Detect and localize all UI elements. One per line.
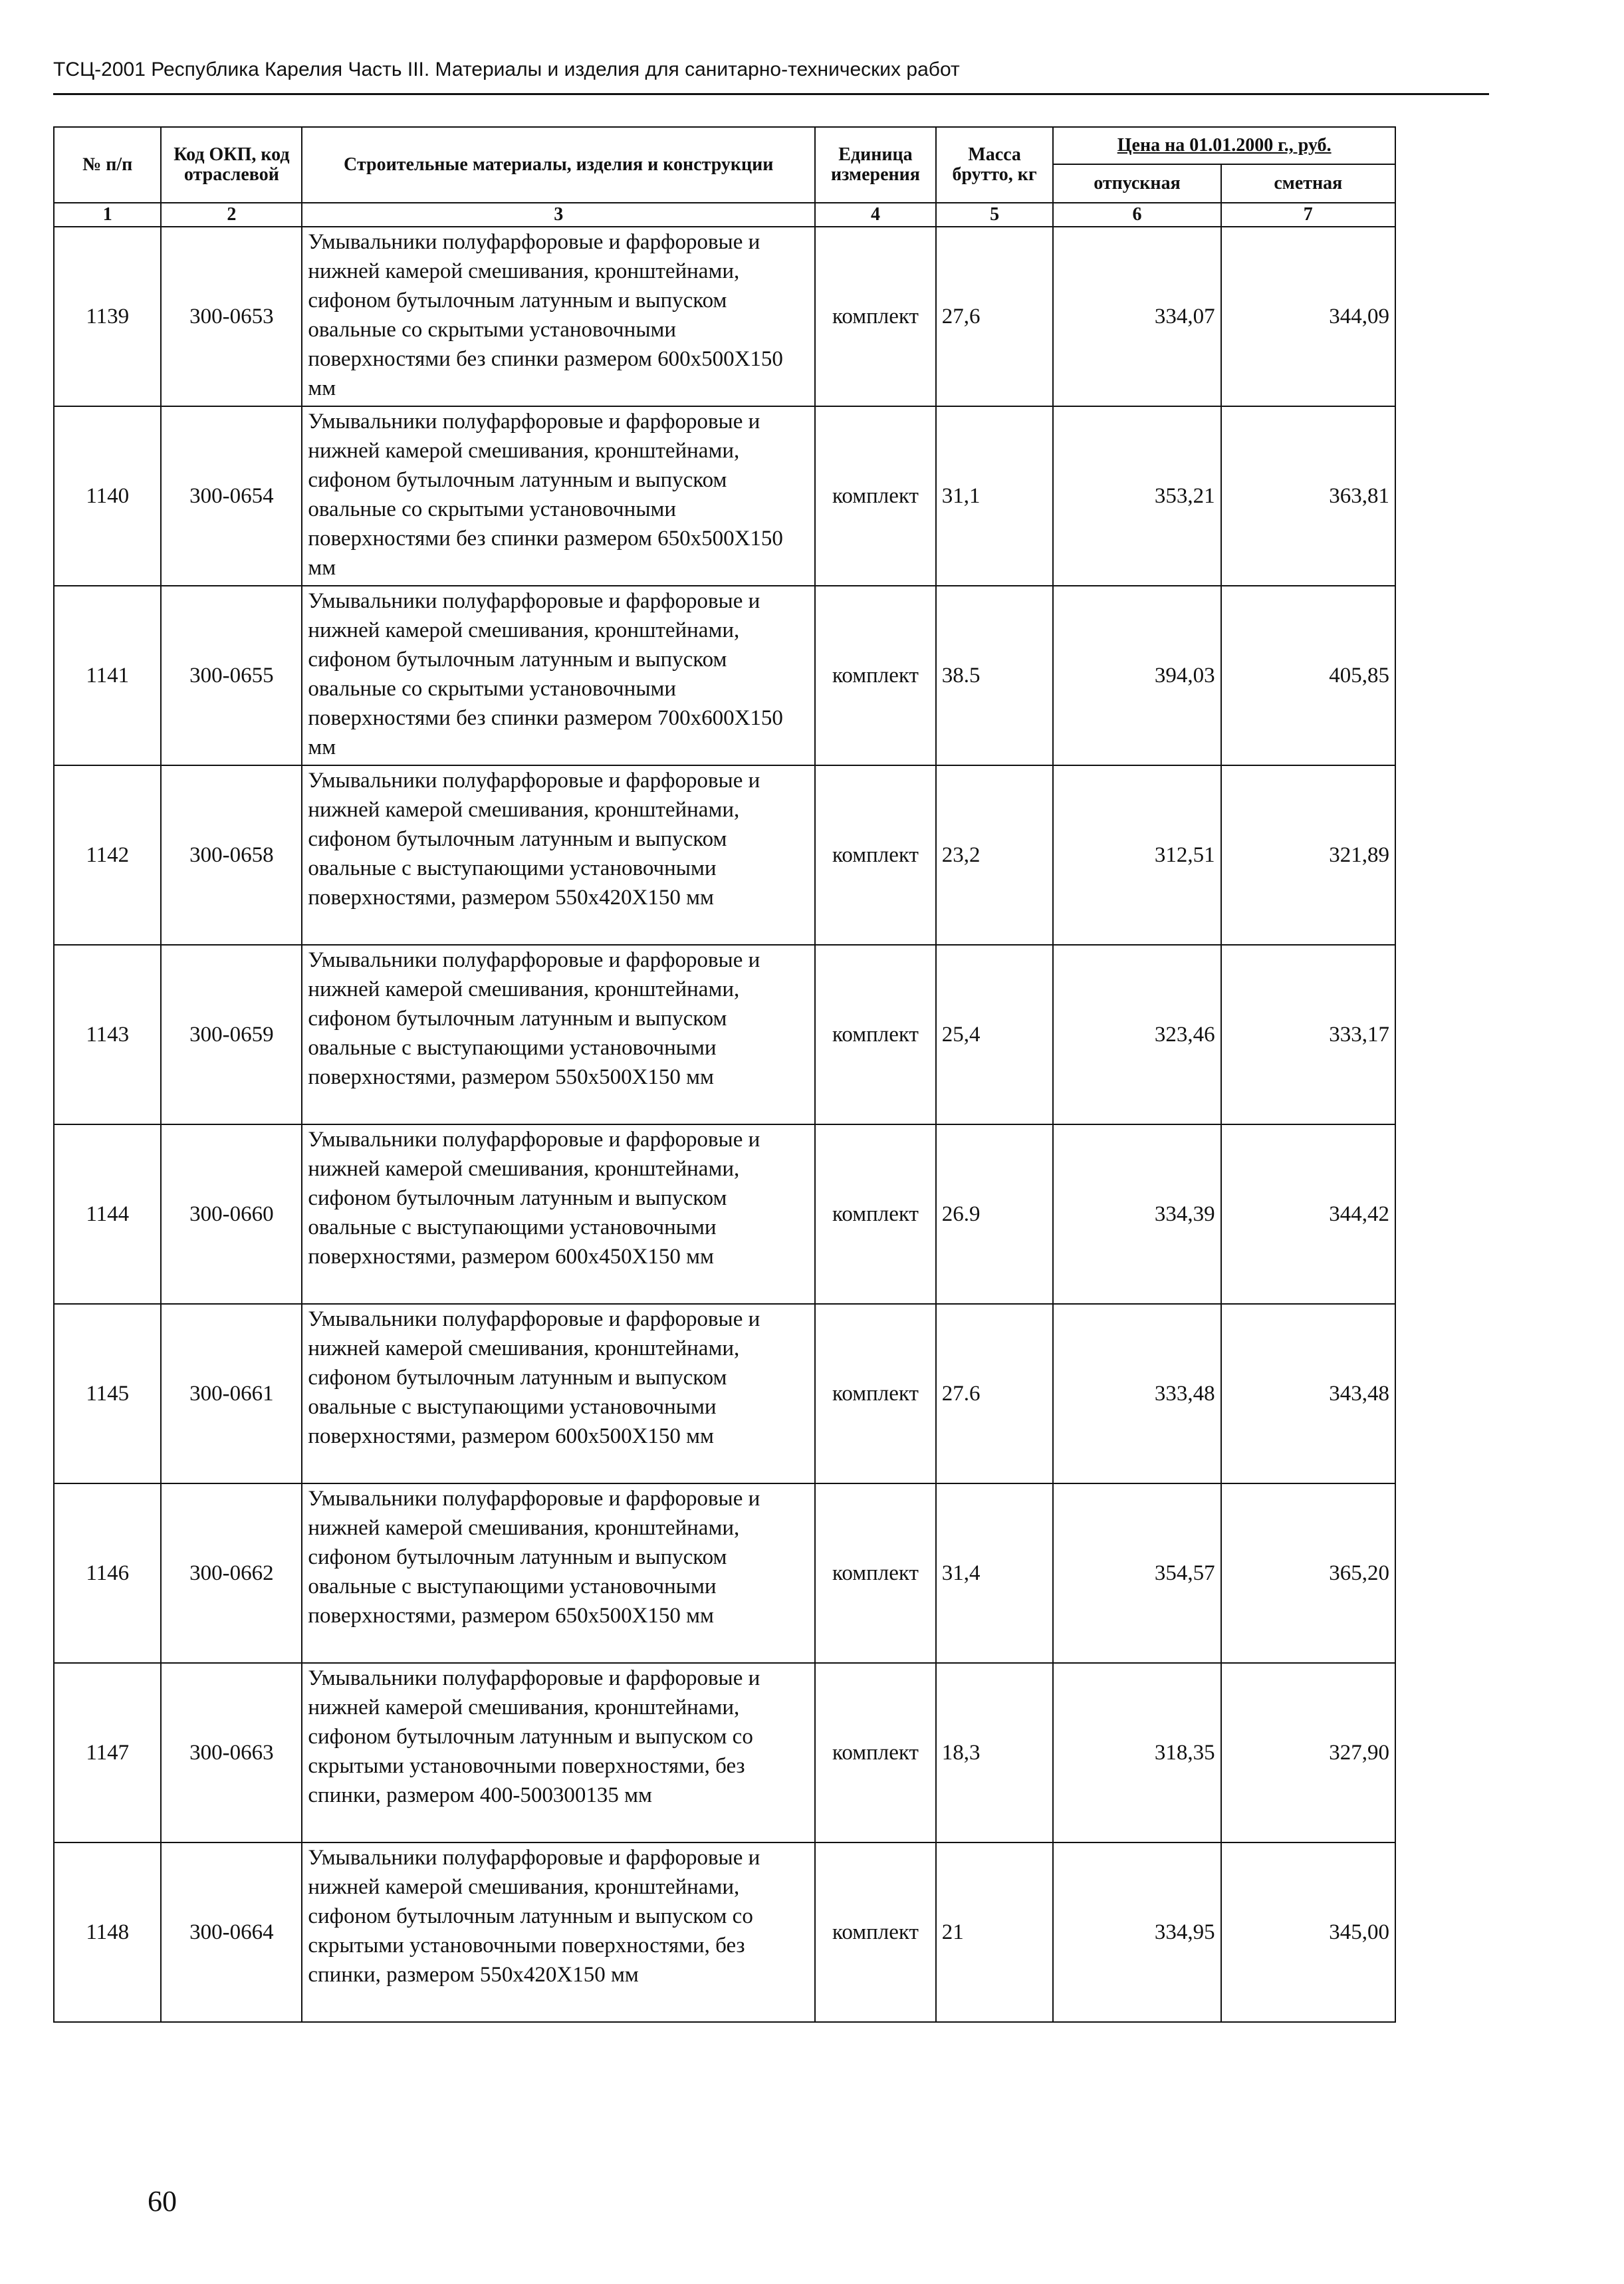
item-price-estimate: 363,81 (1221, 406, 1395, 586)
item-price-sale: 353,21 (1053, 406, 1220, 586)
item-price-sale: 334,95 (1053, 1842, 1220, 2022)
column-number: 5 (936, 203, 1054, 227)
item-mass: 23,2 (936, 765, 1054, 945)
item-price-estimate: 344,09 (1221, 227, 1395, 406)
item-number: 1142 (54, 765, 161, 945)
item-mass: 31,1 (936, 406, 1054, 586)
table-row (54, 1483, 1395, 1663)
item-price-estimate: 321,89 (1221, 765, 1395, 945)
item-price-estimate: 365,20 (1221, 1483, 1395, 1663)
item-unit: комплект (815, 1124, 936, 1304)
col-header-price-sale: отпускная (1053, 164, 1220, 203)
item-code: 300-0662 (161, 1483, 302, 1663)
column-number: 1 (54, 203, 161, 227)
item-unit: комплект (815, 1304, 936, 1483)
price-group-label: Цена на 01.01.2000 г., руб. (1117, 135, 1332, 156)
page-header: ТСЦ-2001 Республика Карелия Часть III. Материалы и изделия для санитарно-технических работ (53, 59, 960, 80)
column-number: 2 (161, 203, 302, 227)
item-code: 300-0655 (161, 586, 302, 765)
table-header (54, 127, 1395, 227)
column-number: 7 (1221, 203, 1395, 227)
item-price-estimate: 343,48 (1221, 1304, 1395, 1483)
item-description: Умывальники полуфарфоровые и фарфоровые и нижней камерой смешивания, кронштейнами, сифоном бутылочным латунным и выпуском овальные с выступающими установочными поверхностями, размером 650х500Х150 мм (302, 1483, 815, 1663)
col-header-unit: Единица измерения (815, 127, 936, 203)
item-mass: 26.9 (936, 1124, 1054, 1304)
price-table (53, 126, 1396, 2023)
item-code: 300-0653 (161, 227, 302, 406)
item-mass: 18,3 (936, 1663, 1054, 1842)
col-header-name: Строительные материалы, изделия и конструкции (302, 127, 815, 203)
item-number: 1143 (54, 945, 161, 1124)
item-mass: 38.5 (936, 586, 1054, 765)
item-price-estimate: 333,17 (1221, 945, 1395, 1124)
item-price-sale: 333,48 (1053, 1304, 1220, 1483)
item-price-sale: 318,35 (1053, 1663, 1220, 1842)
item-number: 1139 (54, 227, 161, 406)
table-row (54, 406, 1395, 586)
item-number: 1148 (54, 1842, 161, 2022)
item-unit: комплект (815, 227, 936, 406)
item-description: Умывальники полуфарфоровые и фарфоровые и нижней камерой смешивания, кронштейнами, сифоном бутылочным латунным и выпуском овальные с выступающими установочными поверхностями, размером 550х420Х150 мм (302, 765, 815, 945)
item-mass: 27,6 (936, 227, 1054, 406)
table-row (54, 586, 1395, 765)
item-price-estimate: 327,90 (1221, 1663, 1395, 1842)
item-price-estimate: 344,42 (1221, 1124, 1395, 1304)
item-mass: 27.6 (936, 1304, 1054, 1483)
col-header-code: Код ОКП, код отраслевой (161, 127, 302, 203)
item-description: Умывальники полуфарфоровые и фарфоровые и нижней камерой смешивания, кронштейнами, сифоном бутылочным латунным и выпуском овальные с выступающими установочными поверхностями, размером 550х500Х150 мм (302, 945, 815, 1124)
col-header-num: № п/п (54, 127, 161, 203)
item-unit: комплект (815, 765, 936, 945)
table-row (54, 1124, 1395, 1304)
header-divider (53, 93, 1489, 95)
item-unit: комплект (815, 1663, 936, 1842)
col-header-mass: Масса брутто, кг (936, 127, 1054, 203)
column-number-row (54, 203, 1395, 227)
item-description: Умывальники полуфарфоровые и фарфоровые и нижней камерой смешивания, кронштейнами, сифоном бутылочным латунным и выпуском овальные с выступающими установочными поверхностями, размером 600х500Х150 мм (302, 1304, 815, 1483)
item-unit: комплект (815, 1842, 936, 2022)
table-row (54, 227, 1395, 406)
item-price-sale: 312,51 (1053, 765, 1220, 945)
item-price-sale: 394,03 (1053, 586, 1220, 765)
item-unit: комплект (815, 1483, 936, 1663)
item-code: 300-0661 (161, 1304, 302, 1483)
item-mass: 25,4 (936, 945, 1054, 1124)
item-price-sale: 334,07 (1053, 227, 1220, 406)
table-row (54, 1842, 1395, 2022)
table-row (54, 1663, 1395, 1842)
table-row (54, 1304, 1395, 1483)
item-description: Умывальники полуфарфоровые и фарфоровые и нижней камерой смешивания, кронштейнами, сифоном бутылочным латунным и выпуском овальные со скрытыми установочными поверхностями без спинки размером 650х500Х150 мм (302, 406, 815, 586)
item-code: 300-0663 (161, 1663, 302, 1842)
item-description: Умывальники полуфарфоровые и фарфоровые и нижней камерой смешивания, кронштейнами, сифоном бутылочным латунным и выпуском овальные со скрытыми установочными поверхностями без спинки размером 600х500Х150 мм (302, 227, 815, 406)
item-description: Умывальники полуфарфоровые и фарфоровые и нижней камерой смешивания, кронштейнами, сифоном бутылочным латунным и выпуском овальные со скрытыми установочными поверхностями без спинки размером 700х600Х150 мм (302, 586, 815, 765)
item-number: 1145 (54, 1304, 161, 1483)
item-code: 300-0660 (161, 1124, 302, 1304)
item-price-estimate: 345,00 (1221, 1842, 1395, 2022)
item-unit: комплект (815, 406, 936, 586)
item-price-estimate: 405,85 (1221, 586, 1395, 765)
table-body (54, 227, 1395, 2022)
item-mass: 21 (936, 1842, 1054, 2022)
item-price-sale: 323,46 (1053, 945, 1220, 1124)
item-price-sale: 334,39 (1053, 1124, 1220, 1304)
col-header-price-estimate: сметная (1221, 164, 1395, 203)
item-number: 1141 (54, 586, 161, 765)
page-number: 60 (148, 2185, 177, 2218)
item-description: Умывальники полуфарфоровые и фарфоровые и нижней камерой смешивания, кронштейнами, сифоном бутылочным латунным и выпуском овальные с выступающими установочными поверхностями, размером 600х450Х150 мм (302, 1124, 815, 1304)
table-row (54, 765, 1395, 945)
item-number: 1147 (54, 1663, 161, 1842)
item-description: Умывальники полуфарфоровые и фарфоровые и нижней камерой смешивания, кронштейнами, сифоном бутылочным латунным и выпуском со скрытыми установочными поверхностями, без спинки, размером 400-500300135 мм (302, 1663, 815, 1842)
col-header-price-group (1053, 127, 1395, 164)
column-number: 3 (302, 203, 815, 227)
item-number: 1146 (54, 1483, 161, 1663)
column-number: 4 (815, 203, 936, 227)
item-code: 300-0664 (161, 1842, 302, 2022)
item-code: 300-0654 (161, 406, 302, 586)
column-number: 6 (1053, 203, 1220, 227)
item-description: Умывальники полуфарфоровые и фарфоровые и нижней камерой смешивания, кронштейнами, сифоном бутылочным латунным и выпуском со скрытыми установочными поверхностями, без спинки, размером 550х420Х150 мм (302, 1842, 815, 2022)
item-number: 1144 (54, 1124, 161, 1304)
table-row (54, 945, 1395, 1124)
item-mass: 31,4 (936, 1483, 1054, 1663)
item-price-sale: 354,57 (1053, 1483, 1220, 1663)
item-code: 300-0659 (161, 945, 302, 1124)
item-number: 1140 (54, 406, 161, 586)
item-unit: комплект (815, 945, 936, 1124)
item-code: 300-0658 (161, 765, 302, 945)
item-unit: комплект (815, 586, 936, 765)
